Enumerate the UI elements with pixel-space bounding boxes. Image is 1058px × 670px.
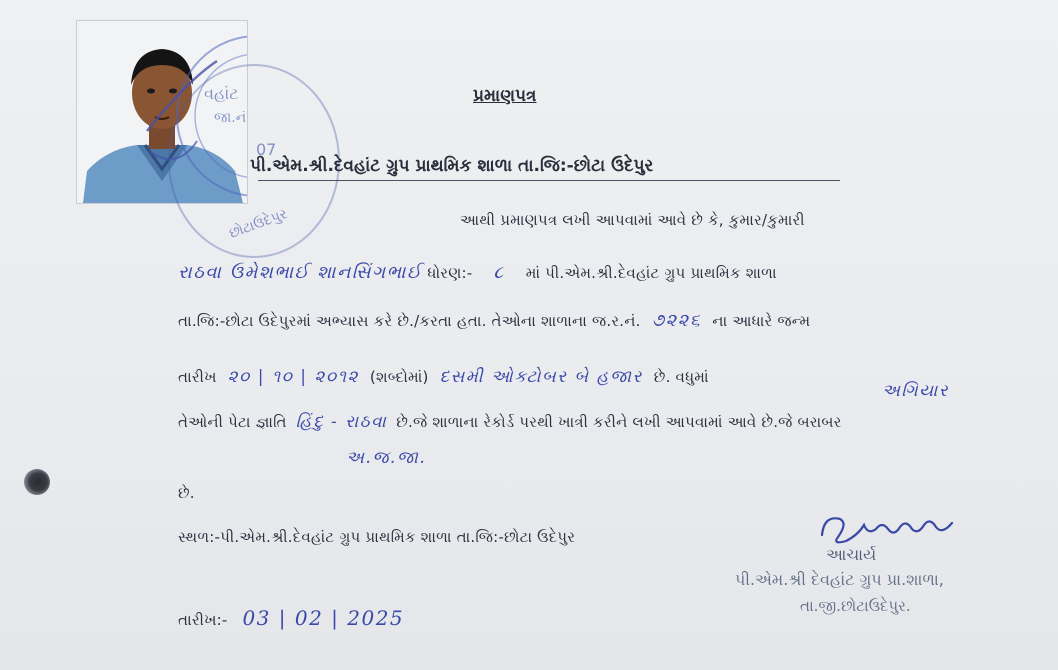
stamp-text-top: વહાંટ (204, 84, 239, 103)
subcaste-note: અ.જ.જા. (346, 448, 427, 468)
line-5-a: તેઓની પેટા જ્ઞાતિ (178, 413, 287, 431)
line-1: આથી પ્રમાણપત્ર લખી આપવામાં આવે છે કે, કુમાર/કુમારી (460, 211, 805, 229)
stamp-number: 07 (256, 140, 277, 159)
dob-value: ૨૦ | ૧૦ | ૨૦૧૨ (227, 367, 359, 387)
heading-underline (258, 180, 840, 181)
line-3-a: તા.જિ:-છોટા ઉદેપુરમાં અભ્યાસ કરે છે./કરતા હતા. તેઓના શાળાના જ.ર.નં. (178, 312, 641, 330)
std-label: ધોરણ:- (427, 264, 473, 282)
dob-words-extra: અગિયાર (882, 381, 950, 401)
words-label: (શબ્દોમાં) (369, 368, 429, 386)
line-6: છે. (178, 484, 195, 502)
dob-words: દસમી ઓક્ટોબર બે હજાર (439, 367, 643, 387)
line-3 (178, 310, 810, 331)
line-4-end: છે. વધુમાં (653, 368, 709, 386)
principal-designation: આચાર્ય (826, 545, 877, 564)
place-line: સ્થળ:-પી.એમ.શ્રી.દેવહાંટ ગ્રુપ પ્રાથમિક શાળા તા.જિ:-છોટા ઉદેપુર (178, 528, 576, 546)
register-number: ૭૨૨૬ (651, 310, 702, 331)
date-label: તારીખ:- (178, 611, 228, 629)
punch-hole (24, 469, 50, 495)
signature-org-line-2: તા.જી.છોટાઉદેપુર. (800, 597, 911, 615)
line-5 (178, 412, 842, 432)
stamp-text-bottom: છોટાઉદેપુર (227, 206, 290, 242)
date-value: 03 | 02 | 2025 (242, 606, 405, 630)
std-value: ૮ (493, 262, 505, 283)
date-line (178, 606, 404, 630)
school-heading: પી.એમ.શ્રી.દેવહાંટ ગ્રુપ પ્રાથમિક શાળા તા.જિ:-છોટા ઉદેપુર (250, 156, 654, 176)
line-2-rest: માં પી.એમ.શ્રી.દેવહાંટ ગ્રુપ પ્રાથમિક શાળા (525, 264, 777, 282)
stamp-text-mid: જા.નં (214, 110, 247, 126)
certificate-title: પ્રમાણપત્ર (473, 86, 537, 106)
line-2 (178, 262, 777, 283)
line-3-b: ના આધારે જન્મ (712, 312, 811, 330)
line-5-b: છે.જે શાળાના રેકોર્ડ પરથી ખાત્રી કરીને લખી આપવામાં આવે છે.જે બરાબર (396, 413, 842, 431)
subcaste-value: હિંદુ - રાઠવા (295, 412, 388, 432)
line-4 (178, 367, 709, 387)
dob-label: તારીખ (178, 368, 217, 386)
signature-org-line-1: પી.એમ.શ્રી દેવહાંટ ગ્રુપ પ્રા.શાળા, (735, 570, 944, 589)
student-name: રાઠવા ઉમેશભાઈ શાનસિંગભાઈ (178, 262, 423, 283)
